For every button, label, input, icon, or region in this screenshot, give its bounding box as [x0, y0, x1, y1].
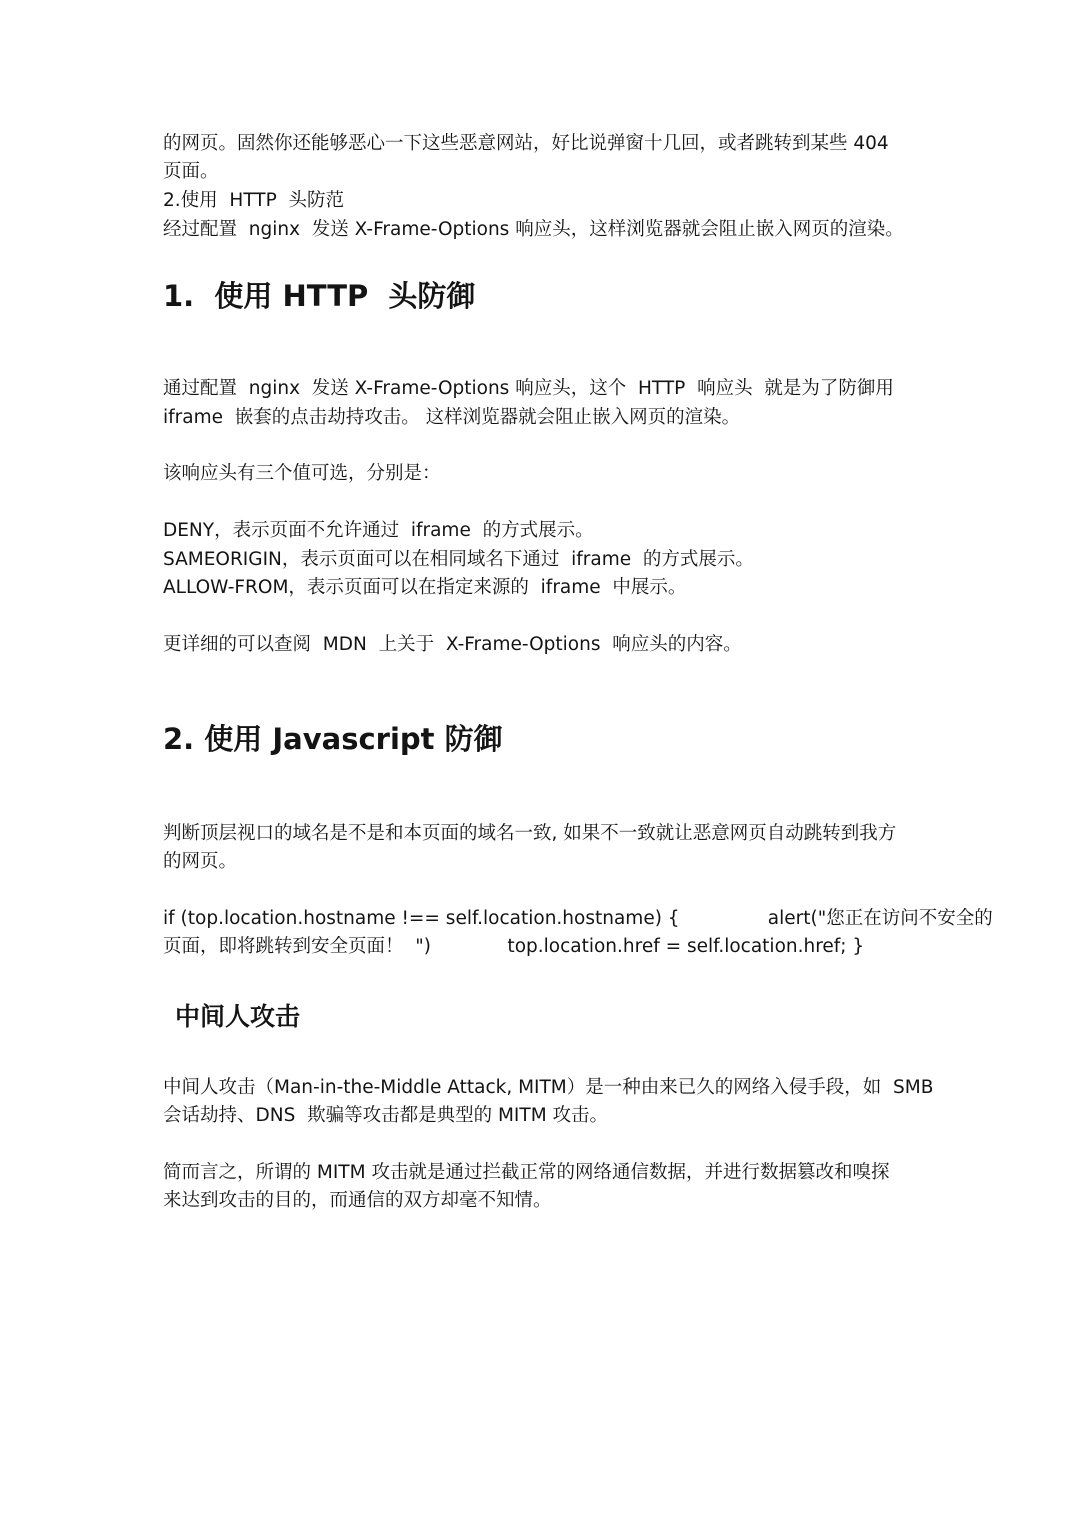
code-line-1: if (top.location.hostname !== self.location.hostname) { alert("您正在访问不安全的: [163, 908, 993, 929]
section3-heading: 中间人攻击: [175, 1002, 301, 1031]
intro-line-4: 经过配置 nginx 发送 X-Frame-Options 响应头，这样浏览器就会阻止嵌入网页的渲染。: [163, 219, 904, 240]
section2-paragraph-line-2: 的网页。: [163, 851, 238, 872]
section2-heading: 2. 使用 Javascript 防御: [163, 722, 503, 756]
section1-more-info: 更详细的可以查阅 MDN 上关于 X-Frame-Options 响应头的内容。: [163, 634, 742, 655]
intro-line-3: 2.使用 HTTP 头防范: [163, 190, 345, 211]
section3-paragraph2-line-2: 来达到攻击的目的，而通信的双方却毫不知情。: [163, 1190, 552, 1211]
option-deny: DENY，表示页面不允许通过 iframe 的方式展示。: [163, 520, 594, 541]
code-line-2: 页面，即将跳转到安全页面！ ") top.location.href = self.location.href; }: [163, 936, 865, 957]
intro-line-1: 的网页。固然你还能够恶心一下这些恶意网站，好比说弹窗十几回，或者跳转到某些 404: [163, 133, 889, 154]
option-sameorigin: SAMEORIGIN，表示页面可以在相同域名下通过 iframe 的方式展示。: [163, 549, 754, 570]
section3-paragraph2-line-1: 简而言之，所谓的 MITM 攻击就是通过拦截正常的网络通信数据，并进行数据篡改和嗅探: [163, 1162, 890, 1183]
option-allow-from: ALLOW-FROM，表示页面可以在指定来源的 iframe 中展示。: [163, 577, 687, 598]
section3-paragraph1-line-2: 会话劫持、DNS 欺骗等攻击都是典型的 MITM 攻击。: [163, 1105, 609, 1126]
section1-heading: 1. 使用 HTTP 头防御: [163, 279, 476, 313]
intro-line-2: 页面。: [163, 161, 219, 182]
section1-paragraph-line-1: 通过配置 nginx 发送 X-Frame-Options 响应头，这个 HTTP 响应头 就是为了防御用: [163, 378, 894, 399]
section1-options-intro: 该响应头有三个值可选，分别是：: [163, 463, 441, 484]
section1-paragraph-line-2: iframe 嵌套的点击劫持攻击。 这样浏览器就会阻止嵌入网页的渲染。: [163, 407, 741, 428]
section3-paragraph1-line-1: 中间人攻击（Man-in-the-Middle Attack, MITM）是一种由来已久的网络入侵手段，如 SMB: [163, 1077, 934, 1098]
section2-paragraph-line-1: 判断顶层视口的域名是不是和本页面的域名一致, 如果不一致就让恶意网页自动跳转到我方: [163, 823, 897, 844]
